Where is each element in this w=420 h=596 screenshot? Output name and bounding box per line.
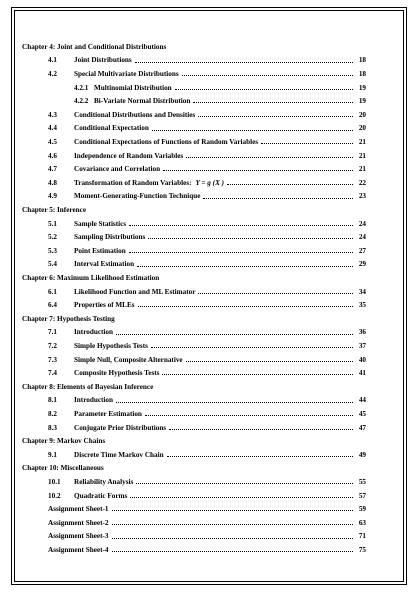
- section-title: Assignment Sheet-2: [48, 518, 109, 527]
- toc-entry[interactable]: [48, 502, 366, 513]
- section-number: 4.2: [48, 69, 57, 78]
- page-number: 49: [358, 450, 366, 459]
- dot-leader: [193, 102, 353, 103]
- dot-leader: [129, 225, 353, 226]
- section-number: 4.6: [48, 151, 57, 160]
- chapter-title: Chapter 5: Inference: [22, 205, 87, 214]
- dot-leader: [138, 306, 353, 307]
- page-number: 24: [358, 219, 366, 228]
- dot-leader: [116, 334, 353, 335]
- dot-leader: [112, 551, 354, 552]
- section-title: Introduction: [74, 328, 114, 337]
- toc-entry[interactable]: [74, 81, 366, 92]
- section-title: Reliability Analysis: [74, 477, 134, 486]
- toc-entry[interactable]: [48, 162, 366, 173]
- chapter-title: Chapter 6: Maximum Likelihood Estimation: [22, 273, 160, 282]
- toc-entry[interactable]: [48, 258, 366, 269]
- toc-entry[interactable]: [48, 421, 366, 432]
- toc-chapter-heading[interactable]: [22, 312, 366, 323]
- dot-leader: [198, 116, 353, 117]
- toc-entry[interactable]: [48, 54, 366, 65]
- toc-entry[interactable]: [48, 366, 366, 377]
- dot-leader: [261, 143, 353, 144]
- dot-leader: [135, 62, 353, 63]
- section-number: 7.1: [48, 328, 57, 337]
- page-number: 20: [358, 124, 366, 133]
- section-number: 4.3: [48, 110, 57, 119]
- section-title: Simple Hypothesis Tests: [74, 341, 148, 350]
- chapter-title: Chapter 9: Markov Chains: [22, 437, 106, 446]
- chapter-title: Chapter 4: Joint and Conditional Distributions: [22, 42, 167, 51]
- section-title: Point Estimation: [74, 246, 126, 255]
- section-title: Properties of MLEs: [74, 301, 135, 310]
- toc-entry[interactable]: [48, 122, 366, 133]
- dot-leader: [203, 198, 353, 199]
- section-number: 10.2: [48, 491, 61, 500]
- section-number: 7.4: [48, 369, 57, 378]
- section-number: 9.1: [48, 450, 57, 459]
- dot-leader: [130, 497, 353, 498]
- page-number: 22: [358, 178, 366, 187]
- dot-leader: [186, 361, 353, 362]
- dot-leader: [169, 429, 353, 430]
- dot-leader: [148, 238, 353, 239]
- dot-leader: [167, 456, 353, 457]
- page-number: 18: [358, 69, 366, 78]
- toc-entry[interactable]: [48, 394, 366, 405]
- page-number: 19: [358, 83, 366, 92]
- section-number: 4.4: [48, 124, 57, 133]
- section-title: Likelihood Function and ML Estimator: [74, 287, 196, 296]
- toc-chapter-heading[interactable]: [22, 434, 366, 445]
- section-title: Interval Estimation: [74, 260, 135, 269]
- section-title: Conjugate Prior Distributions: [74, 423, 167, 432]
- toc-entry[interactable]: [48, 230, 366, 241]
- section-title: Conditional Distributions and Densities: [74, 110, 196, 119]
- section-title: Bi-Variate Normal Distribution: [94, 97, 191, 106]
- page-number: 29: [358, 260, 366, 269]
- dot-leader: [116, 402, 353, 403]
- page-number: 36: [358, 328, 366, 337]
- section-number: 4.2.1: [74, 83, 89, 92]
- page-number: 21: [358, 165, 366, 174]
- dot-leader: [175, 89, 353, 90]
- section-title: Moment-Generating-Function Technique: [74, 192, 201, 201]
- page-number: 45: [358, 409, 366, 418]
- dot-leader: [152, 130, 353, 131]
- dot-leader: [112, 524, 354, 525]
- toc-entry[interactable]: [48, 285, 366, 296]
- section-title: Discrete Time Markov Chain: [74, 450, 164, 459]
- section-number: 7.2: [48, 341, 57, 350]
- dot-leader: [112, 538, 354, 539]
- dot-leader: [162, 374, 353, 375]
- toc-entry[interactable]: [48, 135, 366, 146]
- section-title: Conditional Expectations of Functions of Random Variables: [74, 137, 259, 146]
- page-number: 19: [358, 97, 366, 106]
- toc-chapter-heading[interactable]: [22, 462, 366, 473]
- section-title: Introduction: [74, 396, 114, 405]
- toc-entry[interactable]: [48, 407, 366, 418]
- page-number: 23: [358, 192, 366, 201]
- toc-chapter-heading[interactable]: [22, 380, 366, 391]
- dot-leader: [198, 293, 353, 294]
- page-number: 71: [358, 532, 366, 541]
- toc-entry[interactable]: [48, 448, 366, 459]
- section-number: 8.1: [48, 396, 57, 405]
- section-title: Joint Distributions: [74, 56, 132, 65]
- toc-entry[interactable]: [48, 543, 366, 554]
- section-number: 10.1: [48, 477, 61, 486]
- page-number: 40: [358, 355, 366, 364]
- section-title: Sampling Distributions: [74, 233, 146, 242]
- section-title: Assignment Sheet-3: [48, 532, 109, 541]
- section-number: 4.9: [48, 192, 57, 201]
- chapter-title: Chapter 8: Elements of Bayesian Inference: [22, 382, 154, 391]
- section-number: 4.7: [48, 165, 57, 174]
- toc-entry[interactable]: [48, 217, 366, 228]
- dot-leader: [186, 157, 353, 158]
- page-number: 21: [358, 151, 366, 160]
- page-number: 59: [358, 505, 366, 514]
- page-number: 75: [358, 545, 366, 554]
- section-number: 4.2.2: [74, 97, 89, 106]
- toc-entry[interactable]: [74, 94, 366, 105]
- section-title: Simple Null, Composite Alternative: [74, 355, 183, 364]
- page-number: 47: [358, 423, 366, 432]
- section-title: Sample Statistics: [74, 219, 127, 228]
- toc-chapter-heading[interactable]: [22, 40, 366, 51]
- page-number: 55: [358, 477, 366, 486]
- toc-entry[interactable]: [48, 475, 366, 486]
- toc-entry[interactable]: [48, 489, 366, 500]
- section-title: Independence of Random Variables: [74, 151, 184, 160]
- toc-entry[interactable]: [48, 67, 366, 78]
- page-number: 21: [358, 137, 366, 146]
- chapter-title: Chapter 7: Hypothesis Testing: [22, 314, 115, 323]
- toc-entry[interactable]: [48, 108, 366, 119]
- equation: Y = g (X ): [195, 178, 225, 187]
- page-number: 44: [358, 396, 366, 405]
- page-number: 35: [358, 301, 366, 310]
- page-number: 18: [358, 56, 366, 65]
- dot-leader: [163, 170, 353, 171]
- chapter-title: Chapter 10: Miscellaneous: [22, 464, 104, 473]
- dot-leader: [137, 266, 353, 267]
- dot-leader: [182, 75, 353, 76]
- page-number: 63: [358, 518, 366, 527]
- toc-entry[interactable]: [48, 298, 366, 309]
- section-title: Conditional Expectation: [74, 124, 149, 133]
- page-number: 41: [358, 369, 366, 378]
- section-number: 5.3: [48, 246, 57, 255]
- page-number: 57: [358, 491, 366, 500]
- toc-entry[interactable]: [48, 353, 366, 364]
- toc-entry[interactable]: [48, 190, 366, 201]
- dot-leader: [227, 184, 353, 185]
- section-title: Covariance and Correlation: [74, 165, 161, 174]
- section-number: 8.2: [48, 409, 57, 418]
- toc-entry[interactable]: [48, 149, 366, 160]
- section-title: Composite Hypothesis Tests: [74, 369, 160, 378]
- dot-leader: [112, 510, 354, 511]
- section-title: Transformation of Random Variables:: [74, 178, 192, 187]
- section-number: 6.4: [48, 301, 57, 310]
- section-number: 5.4: [48, 260, 57, 269]
- section-number: 4.1: [48, 56, 57, 65]
- toc-chapter-heading[interactable]: [22, 203, 366, 214]
- toc-entry[interactable]: [48, 244, 366, 255]
- toc-entry[interactable]: [48, 176, 366, 187]
- dot-leader: [136, 483, 353, 484]
- section-title: Multinomial Distribution: [94, 83, 172, 92]
- toc-entry[interactable]: [48, 326, 366, 337]
- section-title: Special Multivariate Distributions: [74, 69, 179, 78]
- toc-chapter-heading[interactable]: [22, 271, 366, 282]
- section-title: Assignment Sheet-4: [48, 545, 109, 554]
- section-title: Assignment Sheet-1: [48, 505, 109, 514]
- section-title: Quadratic Forms: [74, 491, 128, 500]
- page-number: 34: [358, 287, 366, 296]
- dot-leader: [145, 415, 353, 416]
- dot-leader: [129, 252, 353, 253]
- toc-entry[interactable]: [48, 339, 366, 350]
- page-number: 37: [358, 341, 366, 350]
- page-number: 27: [358, 246, 366, 255]
- section-number: 5.2: [48, 233, 57, 242]
- section-number: 8.3: [48, 423, 57, 432]
- section-number: 4.5: [48, 137, 57, 146]
- page-number: 24: [358, 233, 366, 242]
- section-number: 4.8: [48, 178, 57, 187]
- section-number: 7.3: [48, 355, 57, 364]
- section-number: 5.1: [48, 219, 57, 228]
- section-number: 6.1: [48, 287, 57, 296]
- section-title: Parameter Estimation: [74, 409, 142, 418]
- dot-leader: [151, 347, 353, 348]
- toc-entry[interactable]: [48, 516, 366, 527]
- page-number: 20: [358, 110, 366, 119]
- toc-entry[interactable]: [48, 530, 366, 541]
